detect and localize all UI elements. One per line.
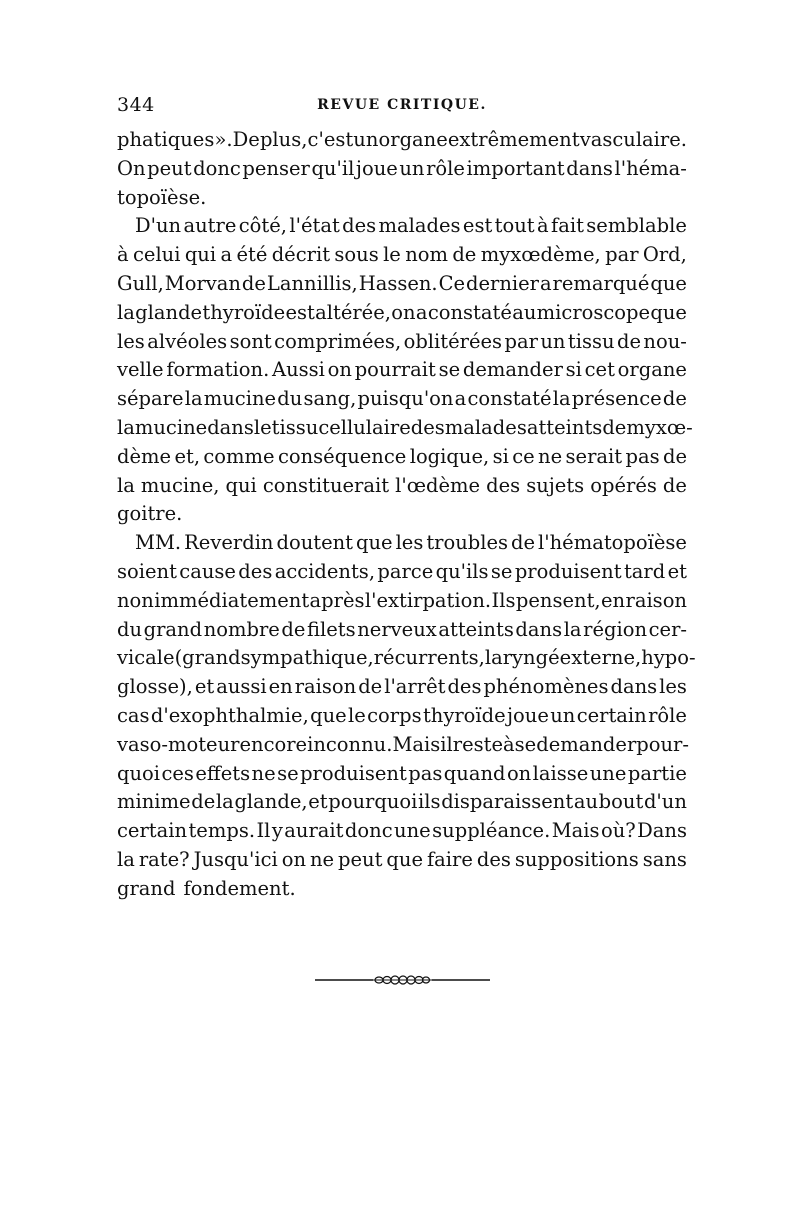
- text-line: non immédiatement après l'extirpation. Ils pensent, en raison: [117, 588, 687, 612]
- text-line: Gull, Morvan de Lannillis, Hassen. Ce dernier a remarqué que: [117, 271, 687, 295]
- running-head: [117, 94, 687, 118]
- text-line: vicale (grand sympathique, récurrents, laryngé externe, hypo-: [117, 646, 696, 670]
- text-line: velle formation. Aussi on pourrait se demander si cet organe: [117, 358, 687, 382]
- text-line: On peut donc penser qu'il joue un rôle important dans l'héma-: [117, 156, 687, 180]
- text-line: les alvéoles sont comprimées, oblitérées par un tissu de nou-: [117, 329, 687, 353]
- page-number: 344: [117, 94, 155, 116]
- text-line: du grand nombre de filets nerveux atteints dans la région cer-: [117, 617, 687, 641]
- text-line: grand fondement.: [117, 876, 296, 900]
- text-line: topoïèse.: [117, 185, 207, 209]
- end-ornament: [315, 973, 490, 987]
- text-line: sépare la mucine du sang, puisqu'on a constaté la présence de: [117, 387, 687, 411]
- text-line: la rate? Jusqu'ici on ne peut que faire des suppositions sans: [117, 847, 687, 871]
- paragraph: [117, 529, 696, 903]
- text-line: la mucine dans le tissu cellulaire des malades atteints de myxœ-: [117, 415, 693, 439]
- paragraph: [117, 212, 693, 529]
- text-line: phatiques ». De plus, c'est un organe extrêmement vasculaire.: [117, 128, 687, 151]
- paragraph: [117, 126, 687, 212]
- text-line: cas d'exophthalmie, que le corps thyroïde joue un certain rôle: [117, 703, 687, 727]
- text-line: MM. Reverdin doutent que les troubles de l'hématopoïèse: [135, 531, 687, 555]
- text-line: certain temps. Il y aurait donc une suppléance. Mais où? Dans: [117, 819, 687, 843]
- text-line: la mucine, qui constituerait l'œdème des sujets opérés de: [117, 473, 687, 497]
- text-line: la glande thyroïde est altérée, on a constaté au microscope que: [117, 300, 687, 324]
- text-line: D'un autre côté, l'état des malades est tout à fait semblable: [135, 214, 687, 238]
- text-line: minime de la glande, et pourquoi ils disparaissent au bout d'un: [117, 790, 687, 814]
- text-line: soient cause des accidents, parce qu'ils se produisent tard et: [117, 559, 687, 583]
- text-line: quoi ces effets ne se produisent pas quand on laisse une partie: [117, 761, 687, 785]
- text-line: goitre.: [117, 502, 183, 526]
- text-line: à celui qui a été décrit sous le nom de myxœdème, par Ord,: [117, 243, 687, 267]
- text-line: glosse), et aussi en raison de l'arrêt des phénomènes dans les: [117, 675, 687, 699]
- text-line: dème et, comme conséquence logique, si ce ne serait pas de: [117, 444, 687, 468]
- text-line: vaso-moteur encore inconnu. Mais il reste à se demander pour-: [117, 732, 689, 756]
- body-text: [117, 126, 696, 904]
- running-title: REVUE CRITIQUE.: [317, 97, 487, 113]
